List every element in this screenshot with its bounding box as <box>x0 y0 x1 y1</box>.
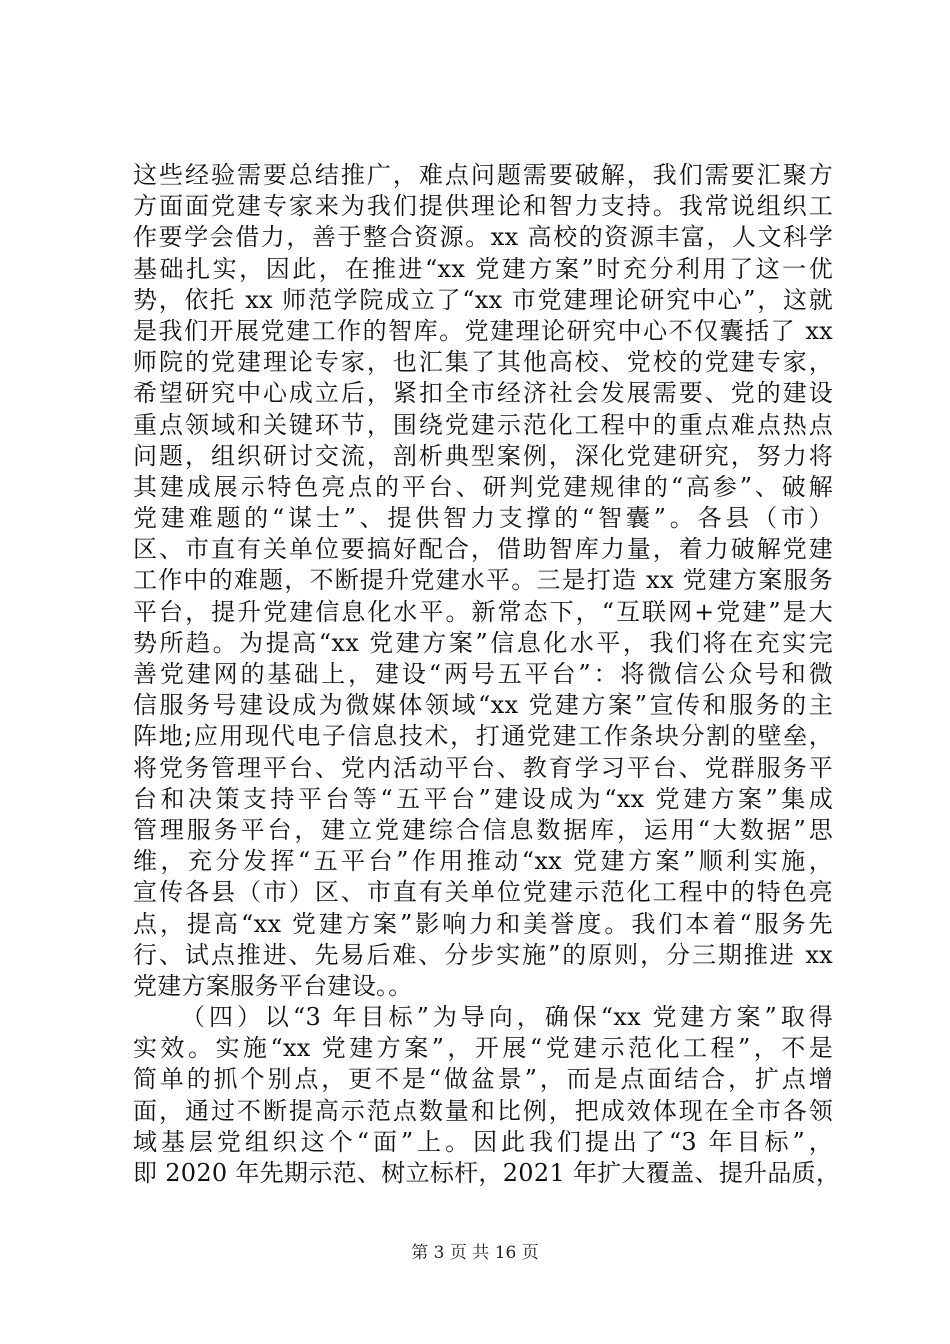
text-line: 维，充分发挥“五平台”作用推动“xx 党建方案”顺利实施， <box>133 847 833 876</box>
text-line: 面，通过不断提高示范点数量和比例，把成效体现在全市各领 <box>133 1096 833 1125</box>
text-line: 重点领域和关键环节，围绕党建示范化工程中的重点难点热点 <box>133 410 833 439</box>
text-line: 点，提高“xx 党建方案”影响力和美誉度。我们本着“服务先 <box>133 909 833 938</box>
body-text <box>133 160 841 1189</box>
text-line: 实效。实施“xx 党建方案”，开展“党建示范化工程”，不是 <box>133 1034 833 1063</box>
text-line: 其建成展示特色亮点的平台、研判党建规律的“高参”、破解 <box>133 472 833 501</box>
text-line: 行、试点推进、先易后难、分步实施”的原则，分三期推进 xx <box>133 940 833 969</box>
text-line: 工作中的难题，不断提升党建水平。三是打造 xx 党建方案服务 <box>133 566 833 595</box>
text-line: 宣传各县（市）区、市直有关单位党建示范化工程中的特色亮 <box>133 878 833 907</box>
text-line: 是我们开展党建工作的智库。党建理论研究中心不仅囊括了 xx <box>133 316 833 345</box>
text-line: 希望研究中心成立后，紧扣全市经济社会发展需要、党的建设 <box>133 379 833 408</box>
text-line: 善党建网的基础上，建设“两号五平台”：将微信公众号和微 <box>133 660 833 688</box>
text-line: 势所趋。为提高“xx 党建方案”信息化水平，我们将在充实完 <box>133 628 833 657</box>
text-line: 管理服务平台，建立党建综合信息数据库，运用“大数据”思 <box>133 815 833 844</box>
text-line: 阵地;应用现代电子信息技术，打通党建工作条块分割的壁垒， <box>133 722 833 751</box>
text-line: 台和决策支持平台等“五平台”建设成为“xx 党建方案”集成 <box>133 784 833 813</box>
text-line: 作要学会借力，善于整合资源。xx 高校的资源丰富，人文科学 <box>133 223 833 252</box>
page-number-footer: 第 3 页 共 16 页 <box>411 1243 539 1263</box>
text-line: 平台，提升党建信息化水平。新常态下，“互联网+党建”是大 <box>133 597 833 626</box>
text-line: 党建难题的“谋士”、提供智力支撑的“智囊”。各县（市） <box>133 504 833 533</box>
text-line: 将党务管理平台、党内活动平台、教育学习平台、党群服务平 <box>133 753 833 782</box>
text-line: 问题，组织研讨交流，剖析典型案例，深化党建研究，努力将 <box>133 441 833 470</box>
text-line: 这些经验需要总结推广，难点问题需要破解，我们需要汇聚方 <box>133 161 833 189</box>
text-line: 师院的党建理论专家，也汇集了其他高校、党校的党建专家， <box>133 348 833 377</box>
paragraph-end-line: 党建方案服务平台建设。。 <box>133 971 413 1000</box>
text-line: 域基层党组织这个“面”上。因此我们提出了“3 年目标”， <box>133 1127 833 1156</box>
text-line: 势，依托 xx 师范学院成立了“xx 市党建理论研究中心”，这就 <box>133 285 833 314</box>
text-line: 简单的抓个别点，更不是“做盆景”，而是点面结合，扩点增 <box>133 1065 833 1094</box>
text-line: 即 2020 年先期示范、树立标杆，2021 年扩大覆盖、提升品质， <box>133 1159 841 1187</box>
text-line: 方面面党建专家来为我们提供理论和智力支持。我常说组织工 <box>133 192 833 221</box>
text-line: 区、市直有关单位要搞好配合，借助智库力量，着力破解党建 <box>133 535 833 564</box>
text-line: 信服务号建设成为微媒体领域“xx 党建方案”宣传和服务的主 <box>133 691 833 720</box>
text-line: 基础扎实，因此，在推进“xx 党建方案”时充分利用了这一优 <box>133 254 833 283</box>
section-heading-line: （四）以“3 年目标”为导向，确保“xx 党建方案”取得 <box>181 1003 833 1032</box>
